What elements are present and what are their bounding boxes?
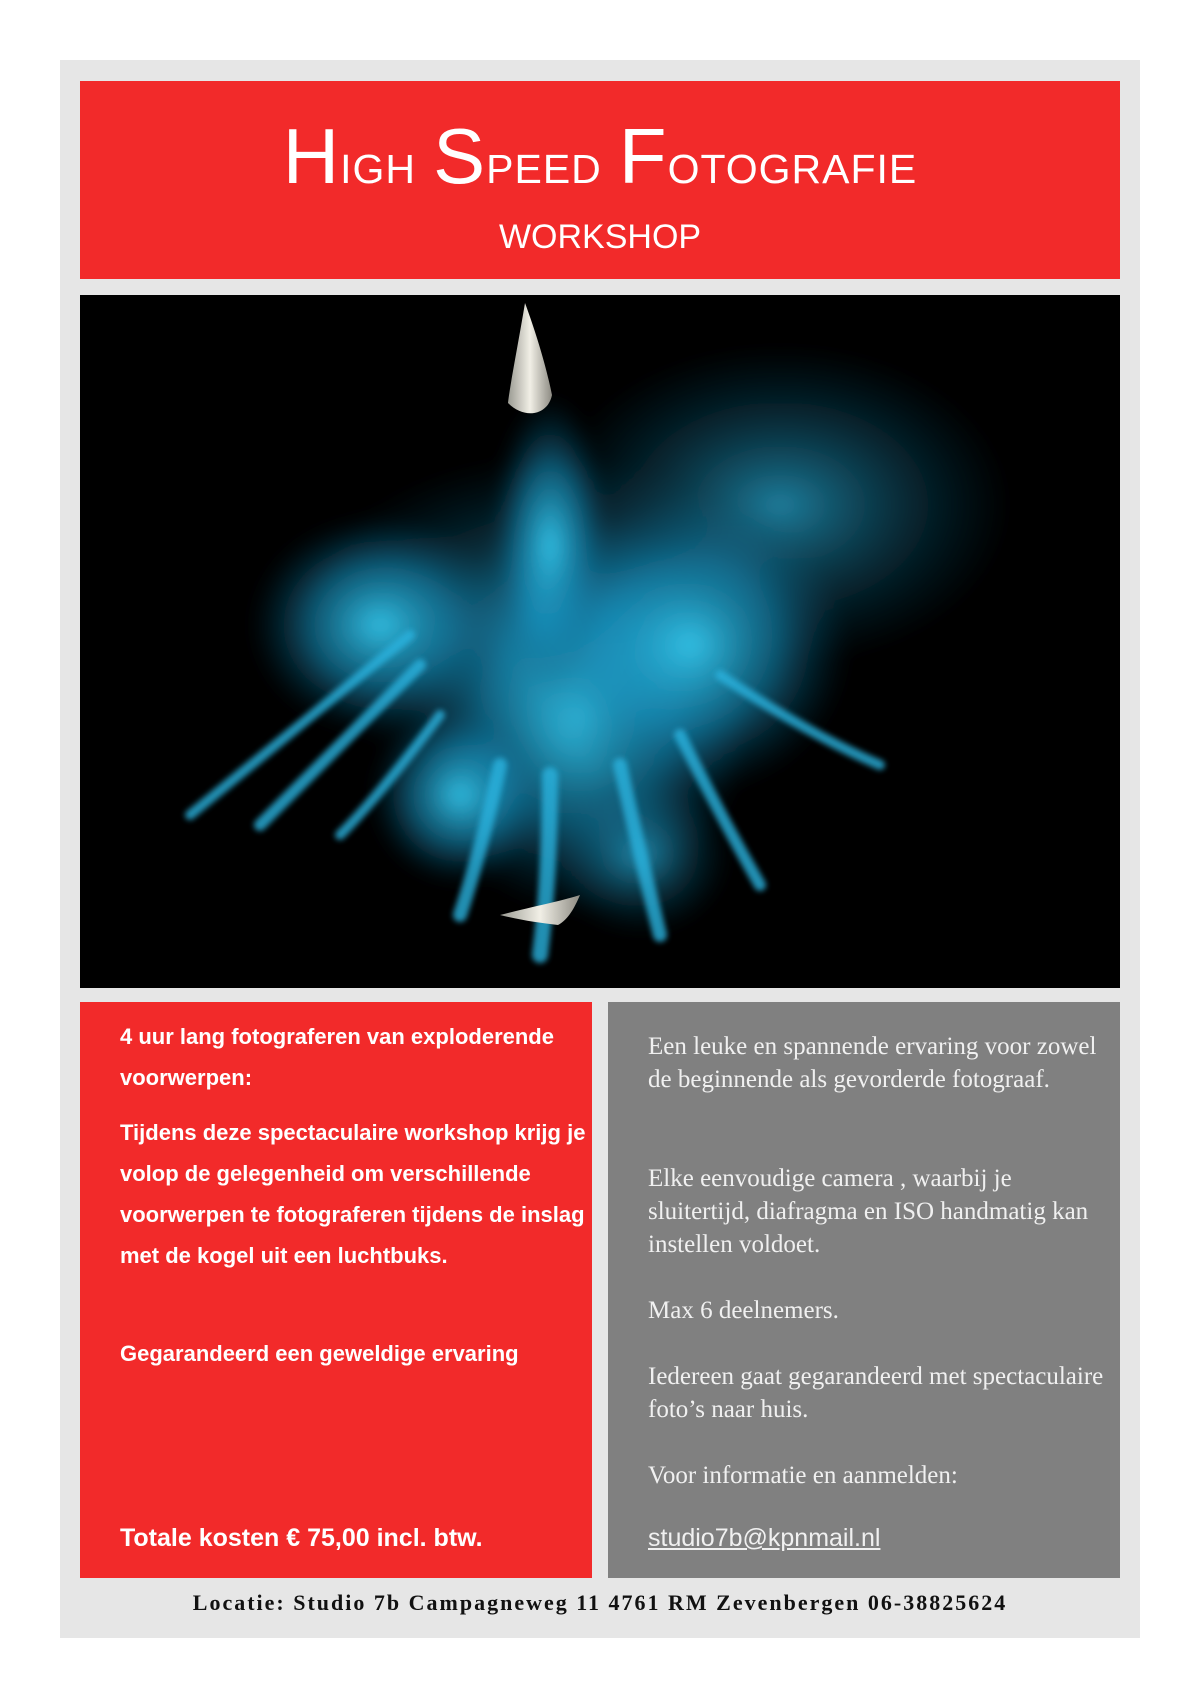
total-cost-text: Totale kosten € 75,00 incl. btw. <box>120 1524 483 1552</box>
page-subtitle: WORKSHOP <box>498 218 702 256</box>
info-paragraph-2: Elke eenvoudige camera , waarbij je sluitertijd, diafragma en ISO handmatig kan instellen voldoet. <box>648 1165 1089 1258</box>
guarantee-text: Gegarandeerd een geweldige ervaring <box>120 1341 519 1366</box>
info-paragraph-1: Een leuke en spannende ervaring voor zowel de beginnende als gevorderde fotograaf. <box>648 1033 1097 1093</box>
info-paragraph-4: Iedereen gaat gegarandeerd met spectaculaire foto’s naar huis. <box>648 1363 1104 1423</box>
title-banner <box>80 81 1120 279</box>
info-paragraph-5: Voor informatie en aanmelden: <box>648 1462 958 1489</box>
flyer-sheet <box>60 60 1140 1638</box>
location-footer: Locatie: Studio 7b Campagneweg 11 4761 RM Zevenbergen 06-38825624 <box>192 1590 1008 1615</box>
page-title: High Speed Fotografie <box>282 112 918 200</box>
powder-explosion-illustration <box>80 295 1120 988</box>
email-link[interactable]: studio7b@kpnmail.nl <box>648 1524 881 1552</box>
info-panel <box>608 1002 1120 1578</box>
hero-photo-exploding-powder <box>80 295 1120 988</box>
workshop-description-panel <box>80 1002 592 1578</box>
intro-text: 4 uur lang fotograferen van exploderende voorwerpen: <box>120 1024 554 1090</box>
description-text: Tijdens deze spectaculaire workshop krijg je volop de gelegenheid om verschillende voorwerpen te fotograferen tijdens de inslag met de kogel uit een luchtbuks. <box>120 1120 586 1268</box>
info-paragraph-3: Max 6 deelnemers. <box>648 1297 839 1324</box>
